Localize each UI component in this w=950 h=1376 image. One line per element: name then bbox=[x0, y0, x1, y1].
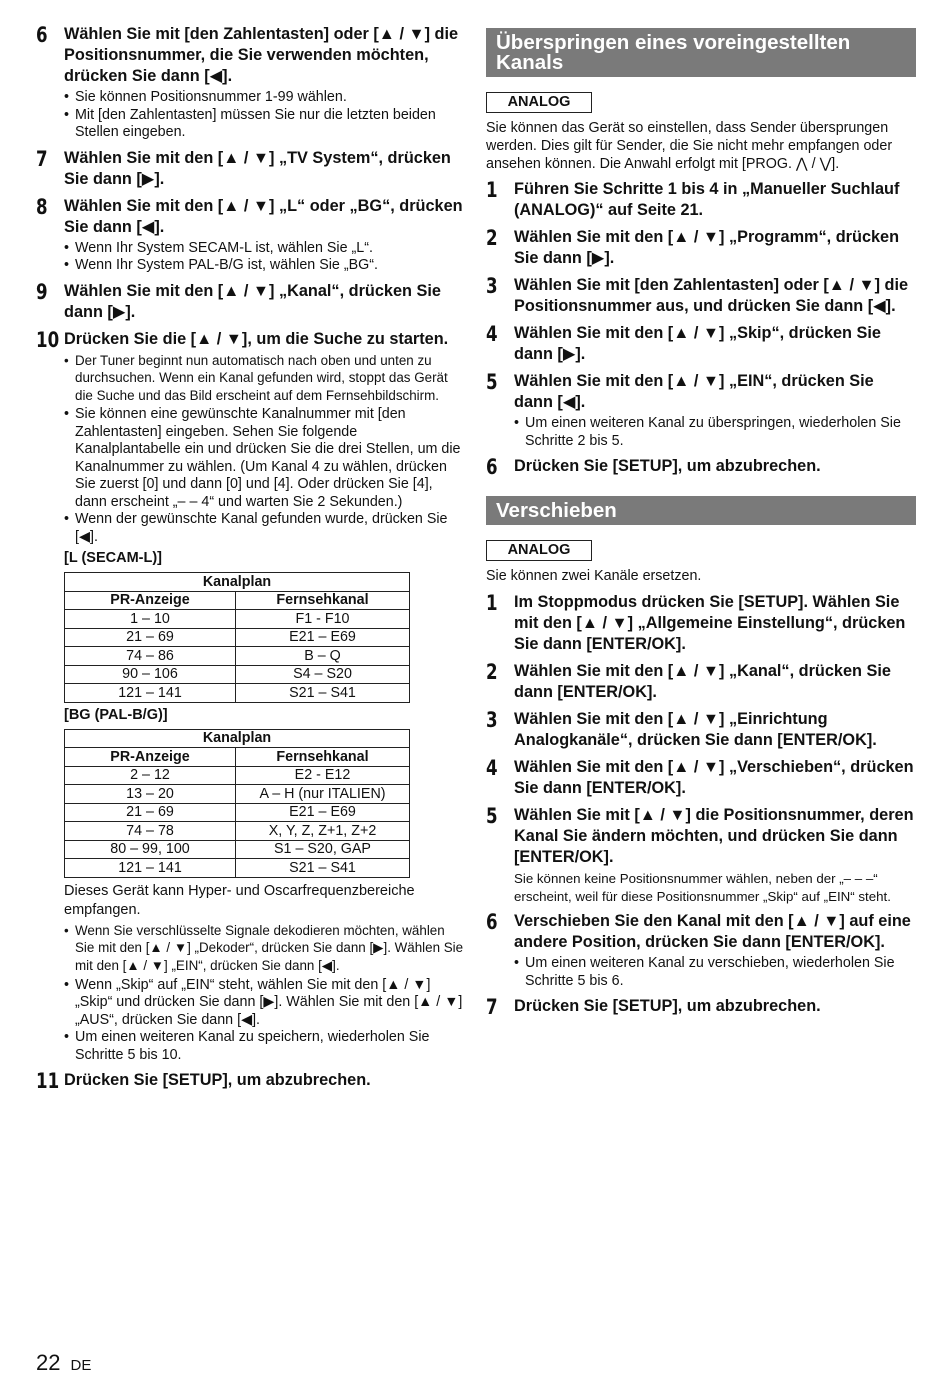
column-header: Fernsehkanal bbox=[236, 591, 410, 610]
step-title: Wählen Sie mit den [▲ / ▼] „EIN“, drücken Sie dann [◀]. bbox=[514, 372, 874, 411]
step-title: Drücken Sie die [▲ / ▼], um die Suche zu starten. bbox=[64, 329, 449, 348]
page-number: 22 bbox=[36, 1350, 61, 1375]
step-title: Drücken Sie [SETUP], um abzubrechen. bbox=[64, 1071, 371, 1090]
table-cell: A – H (nur ITALIEN) bbox=[236, 785, 410, 804]
table-cell: S1 – S20, GAP bbox=[236, 840, 410, 859]
list-item: • Der Tuner beginnt nun automatisch nach oben und unten zu durchsuchen. Wenn ein Kanal gefunden wird, stoppt das Gerät die Suche und das Bild erscheint auf dem Fernsehbildschirm. bbox=[64, 352, 464, 405]
step-number: 4 bbox=[486, 322, 498, 346]
list-item: • Sie können eine gewünschte Kanalnummer mit [den Zahlentasten] eingeben. Sehen Sie folgende Kanalplantabelle ein und drücken Sie die drei Stellen, um die Kanalnummer zu wählen. (Um Kanal 4 zu wählen, drücken Sie zuerst [0] und dann [0] und [4]. Oder drücken Sie [4], dann erscheint „– – 4“ und warten Sie 2 Sekunden.) bbox=[64, 406, 464, 511]
list-item: • Um einen weiteren Kanal zu speichern, wiederholen Sie Schritte 5 bis 10. bbox=[64, 1029, 464, 1064]
step-title: Wählen Sie mit den [▲ / ▼] „Kanal“, drücken Sie dann [ENTER/OK]. bbox=[514, 662, 891, 701]
table-caption: Kanalplan bbox=[65, 729, 410, 748]
table-label-pal: [BG (PAL-B/G)] bbox=[64, 706, 168, 723]
list-item: • Wenn Sie verschlüsselte Signale dekodieren möchten, wählen Sie mit den [▲ / ▼] „Dekoder“, drücken Sie dann [▶]. Wählen Sie mit den [▲ / ▼] „EIN“, drücken Sie dann [◀]. bbox=[64, 922, 464, 975]
section-intro: Sie können zwei Kanäle ersetzen. bbox=[486, 568, 702, 584]
move-step-5 bbox=[486, 805, 916, 905]
table-row bbox=[65, 803, 410, 822]
analog-badge: ANALOG bbox=[486, 540, 592, 561]
table-cell: S21 – S41 bbox=[236, 859, 410, 878]
step-number: 10 bbox=[36, 327, 60, 352]
step-number: 6 bbox=[486, 455, 498, 479]
move-step-7 bbox=[486, 996, 916, 1018]
step-title: Wählen Sie mit [den Zahlentasten] oder [▲ / ▼] die Positionsnummer aus, und drücken Sie dann [◀]. bbox=[514, 276, 909, 315]
step-number: 6 bbox=[486, 910, 498, 934]
step-11 bbox=[36, 1070, 464, 1092]
step-title: Drücken Sie [SETUP], um abzubrechen. bbox=[514, 997, 821, 1015]
table-row bbox=[65, 628, 410, 647]
step-title: Wählen Sie mit [den Zahlentasten] oder [▲ / ▼] die Positionsnummer, die Sie verwenden möchten, drücken Sie dann [◀]. bbox=[64, 25, 459, 85]
step-number: 1 bbox=[486, 178, 498, 202]
table-cell: 1 – 10 bbox=[65, 610, 236, 629]
skip-step-4 bbox=[486, 323, 916, 365]
page-footer bbox=[36, 1350, 91, 1376]
step-number: 2 bbox=[486, 660, 498, 684]
step-title: Drücken Sie [SETUP], um abzubrechen. bbox=[514, 457, 821, 475]
table-cell: 21 – 69 bbox=[65, 628, 236, 647]
table-row bbox=[65, 840, 410, 859]
section-heading-move: Verschieben bbox=[486, 496, 916, 525]
step-number: 5 bbox=[486, 370, 498, 394]
table-row bbox=[65, 766, 410, 785]
left-column bbox=[36, 24, 464, 1092]
table-cell: 121 – 141 bbox=[65, 859, 236, 878]
column-header: PR-Anzeige bbox=[65, 748, 236, 767]
list-item: • Wenn „Skip“ auf „EIN“ steht, wählen Sie mit den [▲ / ▼] „Skip“ und drücken Sie dann [▶]. Wählen Sie mit den [▲ / ▼] „AUS“, drücken Sie dann [◀]. bbox=[64, 977, 464, 1030]
step-7 bbox=[36, 148, 464, 190]
step-title: Wählen Sie mit den [▲ / ▼] „Skip“, drücken Sie dann [▶]. bbox=[514, 324, 881, 363]
table-cell: 13 – 20 bbox=[65, 785, 236, 804]
skip-step-2 bbox=[486, 227, 916, 269]
step-8 bbox=[36, 196, 464, 275]
list-item: • Wenn Ihr System SECAM-L ist, wählen Sie „L“. bbox=[64, 240, 464, 258]
channel-table-secam bbox=[64, 572, 410, 703]
step-title: Wählen Sie mit den [▲ / ▼] „Verschieben“, drücken Sie dann [ENTER/OK]. bbox=[514, 758, 914, 797]
table-row bbox=[65, 665, 410, 684]
table-cell: E21 – E69 bbox=[236, 803, 410, 822]
list-item: • Um einen weiteren Kanal zu überspringen, wiederholen Sie Schritte 2 bis 5. bbox=[514, 415, 916, 450]
step-title: Im Stoppmodus drücken Sie [SETUP]. Wählen Sie mit den [▲ / ▼] „Allgemeine Einstellung“, drücken Sie dann [ENTER/OK]. bbox=[514, 593, 906, 653]
move-step-4 bbox=[486, 757, 916, 799]
step-number: 5 bbox=[486, 804, 498, 828]
table-cell: E21 – E69 bbox=[236, 628, 410, 647]
step-number: 3 bbox=[486, 274, 498, 298]
step-number: 3 bbox=[486, 708, 498, 732]
table-cell: F1 - F10 bbox=[236, 610, 410, 629]
table-row bbox=[65, 859, 410, 878]
step-number: 8 bbox=[36, 194, 48, 219]
step-10 bbox=[36, 329, 464, 1065]
table-row bbox=[65, 822, 410, 841]
step-number: 1 bbox=[486, 591, 498, 615]
list-item: • Wenn der gewünschte Kanal gefunden wurde, drücken Sie [◀]. bbox=[64, 511, 464, 546]
step-number: 7 bbox=[486, 995, 498, 1019]
table-cell: 21 – 69 bbox=[65, 803, 236, 822]
column-header: PR-Anzeige bbox=[65, 591, 236, 610]
step-number: 2 bbox=[486, 226, 498, 250]
skip-step-6 bbox=[486, 456, 916, 478]
step-number: 9 bbox=[36, 279, 48, 304]
move-step-3 bbox=[486, 709, 916, 751]
list-item: • Sie können Positionsnummer 1-99 wählen. bbox=[64, 89, 464, 107]
move-step-2 bbox=[486, 661, 916, 703]
table-cell: 121 – 141 bbox=[65, 684, 236, 703]
step-title: Wählen Sie mit den [▲ / ▼] „TV System“, drücken Sie dann [▶]. bbox=[64, 148, 451, 188]
step-title: Wählen Sie mit [▲ / ▼] die Positionsnummer, deren Kanal Sie ändern möchten, und drücken Sie dann [ENTER/OK]. bbox=[514, 806, 914, 866]
step-title: Wählen Sie mit den [▲ / ▼] „Kanal“, drücken Sie dann [▶]. bbox=[64, 281, 441, 321]
step-title: Wählen Sie mit den [▲ / ▼] „Programm“, drücken Sie dann [▶]. bbox=[514, 228, 900, 267]
step-number: 4 bbox=[486, 756, 498, 780]
skip-step-1 bbox=[486, 179, 916, 221]
table-cell: S4 – S20 bbox=[236, 665, 410, 684]
table-row bbox=[65, 684, 410, 703]
step-9 bbox=[36, 281, 464, 323]
analog-badge: ANALOG bbox=[486, 92, 592, 113]
table-cell: 2 – 12 bbox=[65, 766, 236, 785]
step-title: Wählen Sie mit den [▲ / ▼] „L“ oder „BG“, drücken Sie dann [◀]. bbox=[64, 196, 463, 236]
table-cell: 74 – 78 bbox=[65, 822, 236, 841]
step-title: Verschieben Sie den Kanal mit den [▲ / ▼] auf eine andere Position, drücken Sie dann [ENTER/OK]. bbox=[514, 912, 911, 951]
step-number: 11 bbox=[36, 1069, 60, 1094]
step-6 bbox=[36, 24, 464, 142]
table-row bbox=[65, 647, 410, 666]
list-item: • Mit [den Zahlentasten] müssen Sie nur die letzten beiden Stellen eingeben. bbox=[64, 107, 464, 142]
step-title: Führen Sie Schritte 1 bis 4 in „Manueller Suchlauf (ANALOG)“ auf Seite 21. bbox=[514, 180, 900, 219]
table-row bbox=[65, 610, 410, 629]
step-note: Sie können keine Positionsnummer wählen, neben der „– – –“ erscheint, weil für diese Positionsnummer „Skip“ auf „EIN“ steht. bbox=[514, 871, 891, 904]
table-cell: 74 – 86 bbox=[65, 647, 236, 666]
list-item: • Wenn Ihr System PAL-B/G ist, wählen Sie „BG“. bbox=[64, 257, 464, 275]
table-caption: Kanalplan bbox=[65, 573, 410, 592]
frequency-note: Dieses Gerät kann Hyper- und Oscarfrequenzbereiche empfangen. bbox=[64, 882, 415, 918]
step-number: 6 bbox=[36, 23, 48, 47]
table-cell: E2 - E12 bbox=[236, 766, 410, 785]
table-label-secam: [L (SECAM-L)] bbox=[64, 550, 162, 567]
right-column bbox=[486, 28, 916, 1018]
skip-step-3 bbox=[486, 275, 916, 317]
step-number: 7 bbox=[36, 146, 48, 171]
table-cell: 90 – 106 bbox=[65, 665, 236, 684]
section-intro: Sie können das Gerät so einstellen, dass Sender übersprungen werden. Dies gilt für Sender, die Sie nicht mehr empfangen oder ansehen können. Die Anwahl erfolgt mit [PROG. ⋀ / ⋁]. bbox=[486, 120, 893, 172]
channel-table-pal bbox=[64, 729, 410, 878]
table-cell: B – Q bbox=[236, 647, 410, 666]
language-code: DE bbox=[70, 1357, 92, 1374]
step-title: Wählen Sie mit den [▲ / ▼] „Einrichtung Analogkanäle“, drücken Sie dann [ENTER/OK]. bbox=[514, 710, 877, 749]
list-item: • Um einen weiteren Kanal zu verschieben, wiederholen Sie Schritte 5 bis 6. bbox=[514, 955, 916, 990]
column-header: Fernsehkanal bbox=[236, 748, 410, 767]
section-heading-skip: Überspringen eines voreingestellten Kanals bbox=[486, 28, 916, 77]
table-row bbox=[65, 785, 410, 804]
table-cell: 80 – 99, 100 bbox=[65, 840, 236, 859]
move-step-6 bbox=[486, 911, 916, 990]
move-step-1 bbox=[486, 592, 916, 655]
table-cell: X, Y, Z, Z+1, Z+2 bbox=[236, 822, 410, 841]
skip-step-5 bbox=[486, 371, 916, 450]
table-cell: S21 – S41 bbox=[236, 684, 410, 703]
